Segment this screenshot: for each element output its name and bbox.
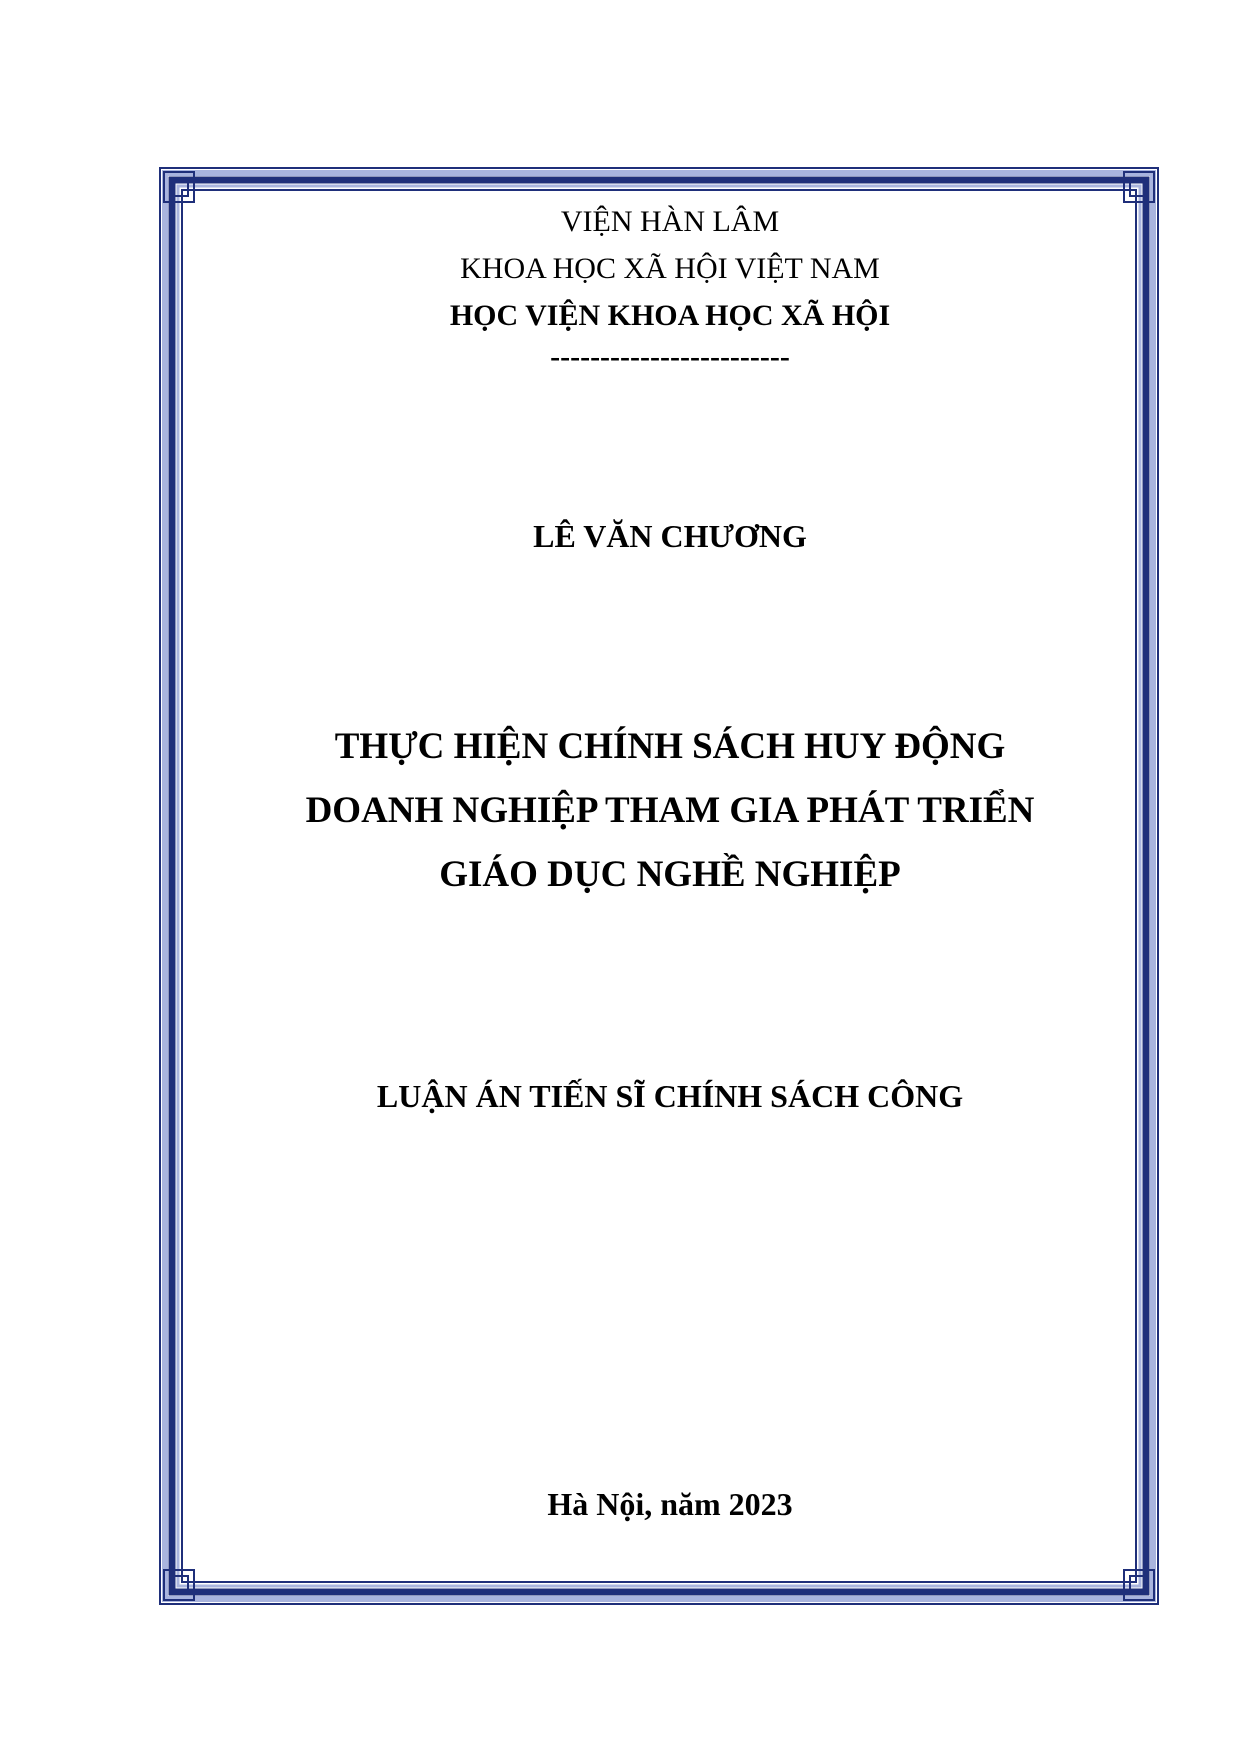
thesis-title-line: THỰC HIỆN CHÍNH SÁCH HUY ĐỘNG [334, 726, 1006, 767]
thesis-title-line: GIÁO DỤC NGHỀ NGHIỆP [439, 854, 901, 895]
author-name: LÊ VĂN CHƯƠNG [533, 518, 807, 554]
institution-name: HỌC VIỆN KHOA HỌC XÃ HỘI [449, 299, 891, 332]
thesis-title-line: DOANH NGHIỆP THAM GIA PHÁT TRIỂN [305, 790, 1035, 831]
degree-type: LUẬN ÁN TIẾN SĨ CHÍNH SÁCH CÔNG [376, 1078, 964, 1114]
place-and-year: Hà Nội, năm 2023 [547, 1486, 793, 1522]
header-separator: ------------------------ [550, 340, 790, 373]
institution-line-1: VIỆN HÀN LÂM [560, 205, 780, 238]
thesis-title [180, 715, 1160, 907]
cover-content [180, 0, 1160, 1754]
institution-line-2: KHOA HỌC XÃ HỘI VIỆT NAM [460, 252, 880, 285]
